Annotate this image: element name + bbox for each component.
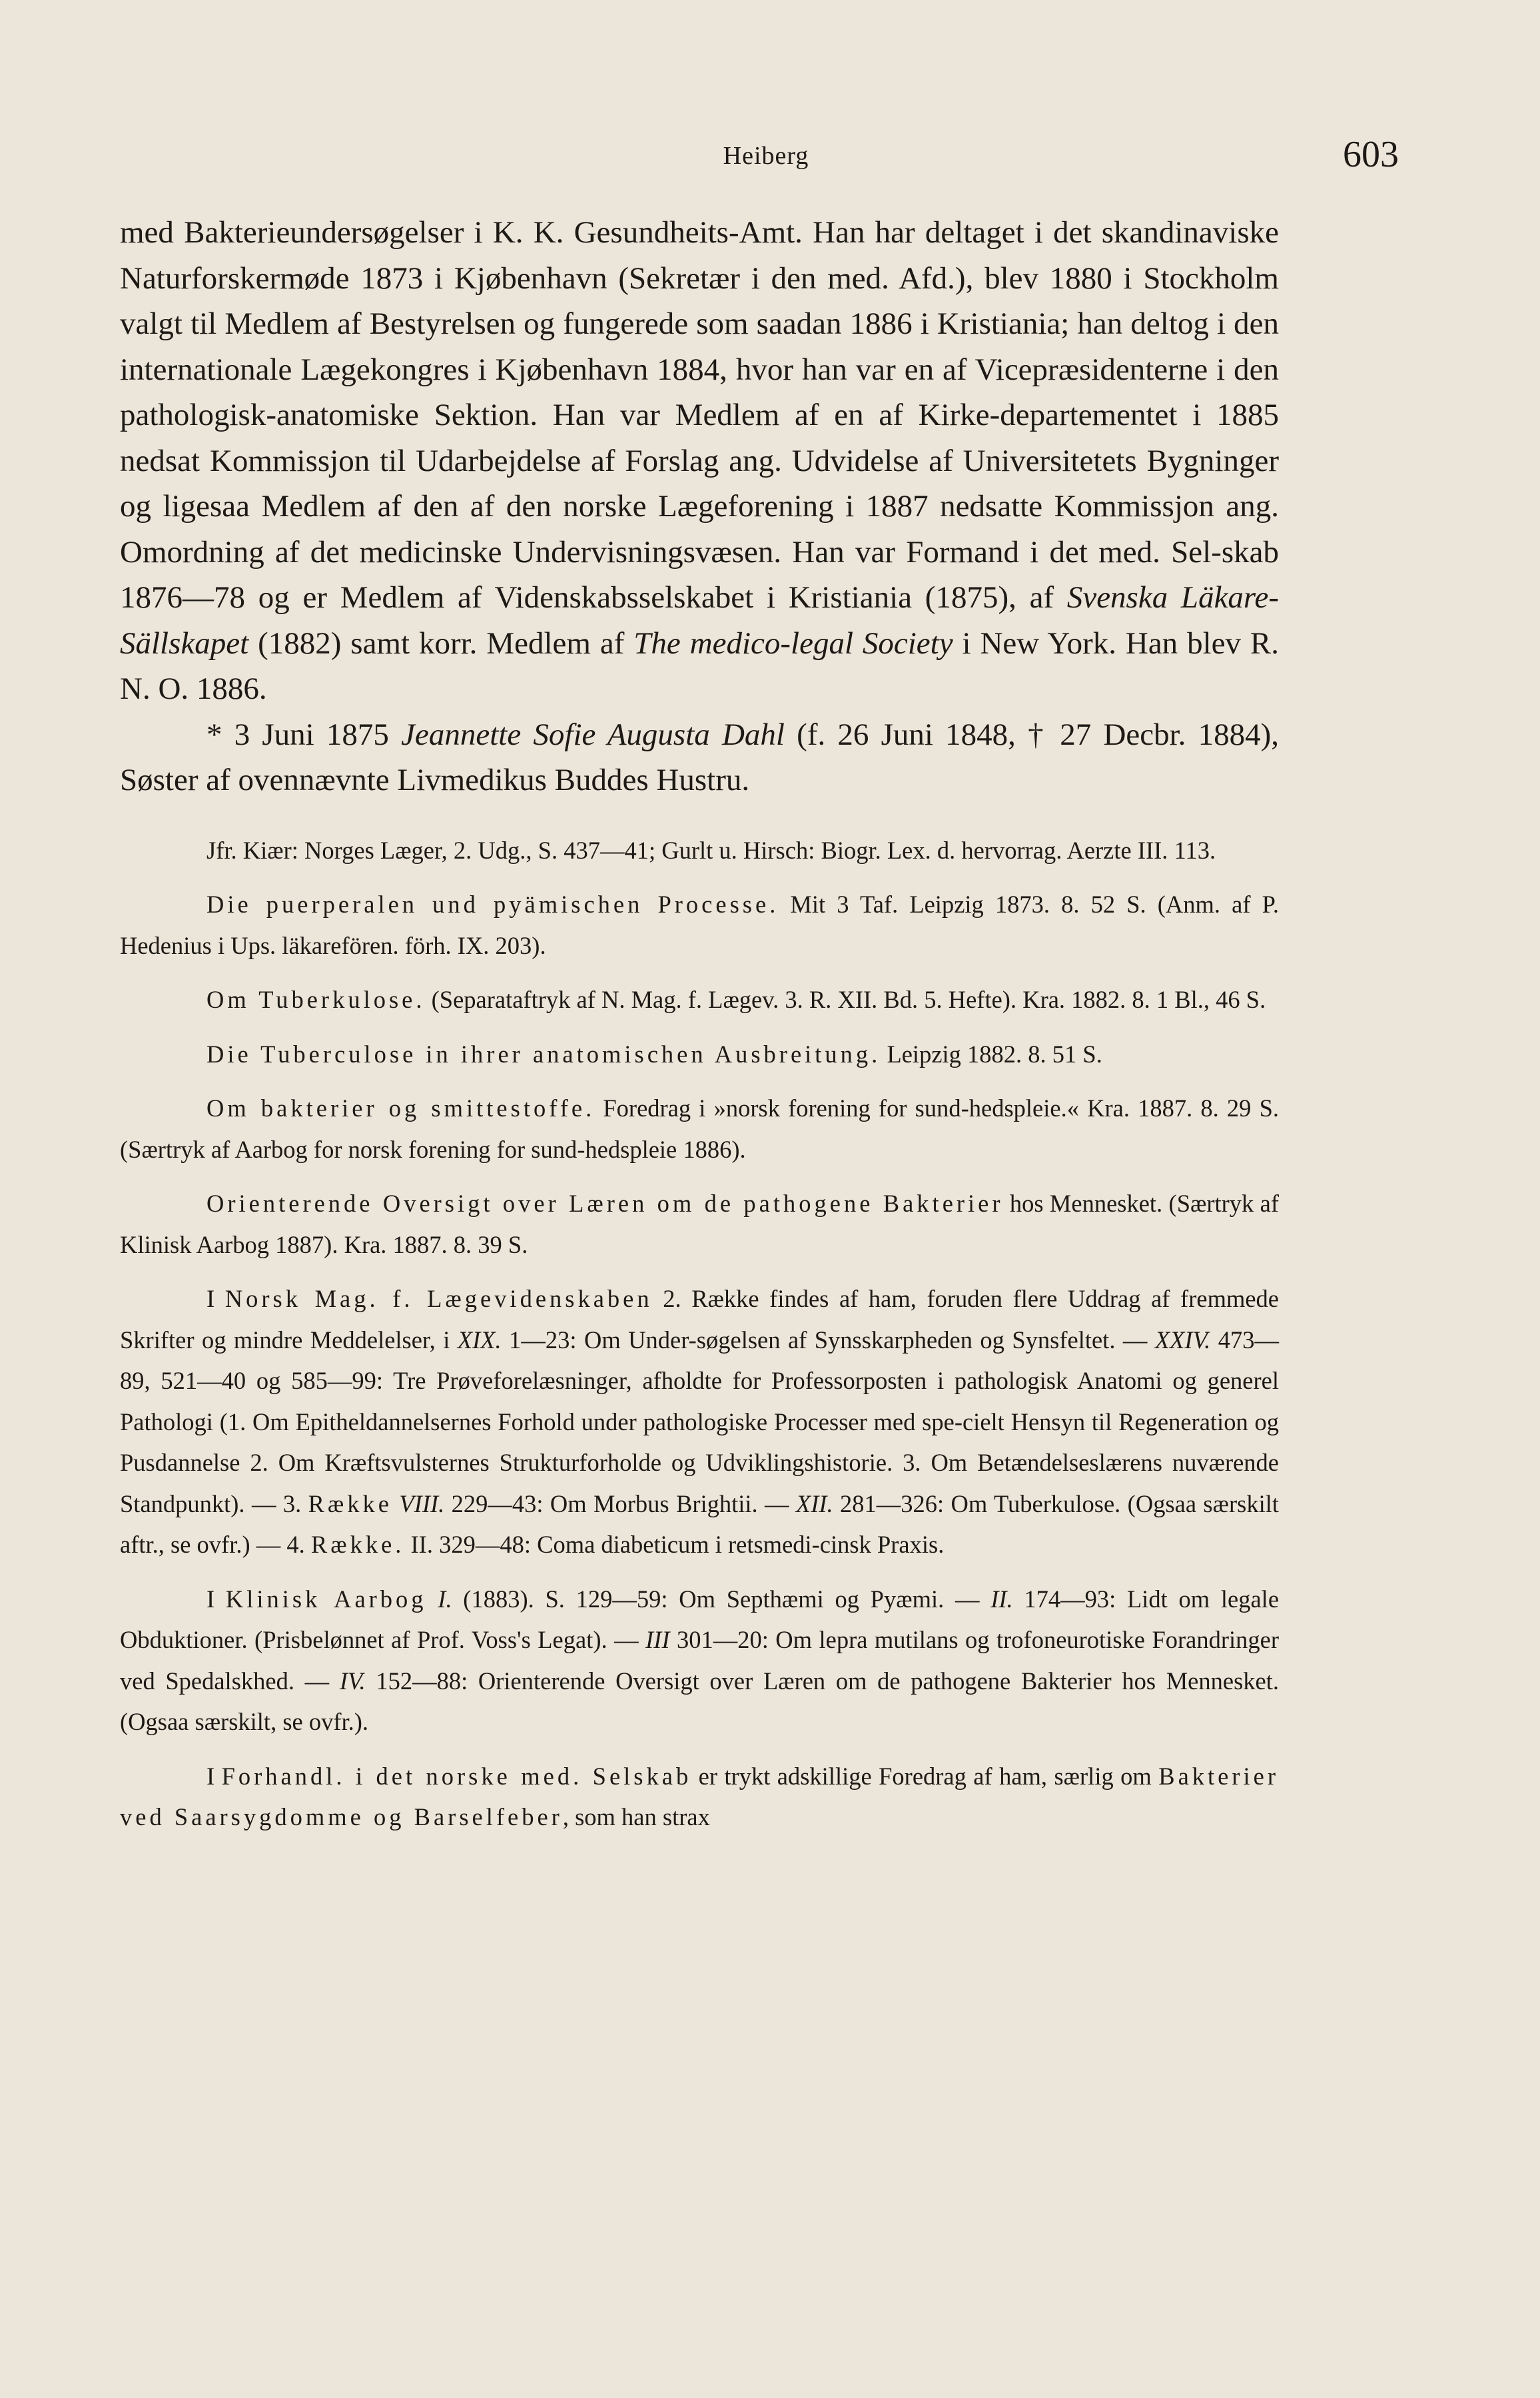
text-run: er trykt adskillige Foredrag af ham, særlig om <box>691 1762 1159 1790</box>
page-header <box>120 133 1412 187</box>
text-run: (f. 26 Juni 1848, † 27 Decbr. 1884), Søster af ovennævnte Livmedikus Buddes Hustru. <box>120 717 1280 797</box>
entry-title-spaced: Die Tuberculose in ihrer anatomischen Ausbreitung. <box>206 1040 881 1068</box>
text-run: i New York. Han blev R. N. O. 1886. <box>120 625 1279 706</box>
text-run: 301—20: Om lepra mutilans og trofoneurotiske Forandringer ved Spedalskhed. — <box>120 1626 1279 1695</box>
entry-title-spaced: Die puerperalen und pyämischen Processe. <box>206 891 779 918</box>
text-run: Leipzig 1882. 8. 51 S. <box>881 1040 1102 1068</box>
volume-italic: I. <box>438 1585 452 1613</box>
text-run <box>392 1490 399 1517</box>
text-run: 281—326: Om Tuberkulose. (Ogsaa særskilt aftr., se ovfr.) — 4. <box>120 1489 1280 1558</box>
text-run: med Bakterieundersøgelser i K. K. Gesundheits-Amt. Han har deltaget i det skandinaviske Naturforskermøde 1873 i Kjøbenhavn (Sekretær i den med. Afd.), blev 1880 i Stockholm valgt til Medlem af Bestyrelsen og fungerede som saadan 1886 i Kristiania; han deltog i den internationale Lægekongres i Kjøbenhavn 1884, hvor han var en af Vicepræsidenterne i den pathologisk-anatomiske Sektion. Han var Medlem af en af Kirke-departementet i 1885 nedsat Kommissjon til Udarbejdelse af Forslag ang. Udvidelse af Universitetets Bygninger og ligesaa Medlem af den af den norske Lægeforening i 1887 nedsatte Kommissjon ang. Omordning af det medicinske Undervisningsvæsen. Han var Formand i det med. Sel-skab 1876—78 og er Medlem af Videnskabsselskabet i Kristiania (1875), af <box>120 215 1279 615</box>
text-run <box>427 1585 438 1613</box>
text-run: 174—93: Lidt om legale Obduktioner. (Prisbelønnet af Prof. Voss's Legat). — <box>120 1585 1280 1653</box>
bibliography-entry <box>120 1034 1279 1075</box>
text-run: II. 329—48: Coma diabeticum i retsmedi-cinsk Praxis. <box>404 1531 945 1558</box>
text-run: 229—43: Om Morbus Brightii. — <box>444 1489 796 1517</box>
text-run: 1—23: Om Under-søgelsen af Synsskarpheden og Synsfeltet. — <box>501 1326 1155 1354</box>
bibliography-entry <box>120 1088 1279 1170</box>
marriage-paragraph <box>120 712 1279 803</box>
page-number: 603 <box>1343 134 1399 175</box>
bibliography-entry <box>120 979 1279 1020</box>
entry-title-spaced: Om bakterier og smittestoffe. <box>206 1094 595 1122</box>
topic-spaced: Bakterier ved Saarsygdomme og Barselfeber <box>120 1762 1280 1830</box>
journal-title-spaced: Forhandl. i det norske med. Selskab <box>221 1762 692 1790</box>
volume-italic: XII. <box>795 1489 833 1517</box>
text-run: 152—88: Orienterende Oversigt over Læren om de pathogene Bakterier hos Mennesket. (Ogsaa særskilt, se ovfr.). <box>120 1667 1280 1735</box>
series-spaced: Række <box>308 1489 392 1517</box>
text-run: Mit 3 Taf. Leipzig 1873. 8. 52 S. (Anm. af P. Hedenius i Ups. läkarefören. förh. IX. 203). <box>120 891 1279 959</box>
biography-paragraph <box>120 210 1279 712</box>
text-run: (1883). S. 129—59: Om Septhæmi og Pyæmi. — <box>452 1585 991 1613</box>
text-run: Foredrag i »norsk forening for sund-hedspleie.« Kra. 1887. 8. 29 S. (Særtryk af Aarbog for norsk forening for sund-hedspleie 1886). <box>120 1094 1280 1163</box>
text-run: I <box>206 1762 222 1790</box>
text-run: * 3 Juni 1875 <box>206 717 402 752</box>
volume-italic: II. <box>990 1585 1013 1613</box>
journal-entry-forhandlinger <box>120 1756 1279 1838</box>
text-run: hos Mennesket. (Særtryk af Klinisk Aarbog 1887). Kra. 1887. 8. 39 S. <box>120 1190 1279 1258</box>
text-run: (1882) samt korr. Medlem af <box>248 625 634 661</box>
volume-italic: III <box>645 1626 670 1653</box>
journal-entry-norsk-mag <box>120 1278 1279 1565</box>
bibliography <box>120 830 1279 1838</box>
text-run: 473—89, 521—40 og 585—99: Tre Prøveforelæsninger, afholdte for Professorposten i pathologisk Anatomi og generel Pathologi (1. Om Epitheldannelsernes Forhold under pathologiske Processer med spe-cielt Hensyn til Regeneration og Pusdannelse 2. Om Kræftsvulsternes Strukturforholde og Udviklingshistorie. 3. Om Betændelseslærens nuværende Standpunkt). — 3. <box>120 1326 1280 1517</box>
bibliography-entry <box>120 1183 1279 1265</box>
entry-title-spaced: Om Tuberkulose. <box>206 986 426 1013</box>
society-name-italic: Svenska Läkare-Sällskapet <box>120 580 1279 661</box>
entry-title-spaced: Orienterende Oversigt over Læren om de pathogene Bakterier <box>206 1190 1004 1217</box>
biography-text <box>120 210 1279 803</box>
volume-italic: XIX. <box>457 1326 502 1354</box>
text-run: I <box>206 1585 226 1613</box>
reference-sources: Jfr. Kiær: Norges Læger, 2. Udg., S. 437—41; Gurlt u. Hirsch: Biogr. Lex. d. hervorrag. Aerzte III. 113. <box>206 836 1216 864</box>
text-run: (Separataftryk af N. Mag. f. Lægev. 3. R. XII. Bd. 5. Hefte). Kra. 1882. 8. 1 Bl., 46 S. <box>425 986 1266 1013</box>
journal-title-spaced: Klinisk Aarbog <box>225 1585 427 1613</box>
text-run: I <box>206 1285 225 1312</box>
text-run: 2. Række findes af ham, foruden flere Uddrag af fremmede Skrifter og mindre Meddelelser, i <box>120 1285 1279 1354</box>
text-run: , som han strax <box>562 1803 710 1830</box>
volume-italic: IV. <box>339 1667 366 1695</box>
society-name-italic: The medico-legal Society <box>633 625 953 661</box>
series-spaced: Række. <box>310 1531 405 1558</box>
running-head: Heiberg <box>723 142 809 170</box>
spouse-name-italic: Jeannette Sofie Augusta Dahl <box>401 717 785 752</box>
bibliography-entry <box>120 884 1279 966</box>
page-body <box>120 210 1279 1851</box>
volume-italic: XXIV. <box>1154 1326 1211 1354</box>
journal-entry-klinisk-aarbog <box>120 1579 1279 1743</box>
journal-title-spaced: Norsk Mag. f. Lægevidenskaben <box>224 1285 653 1312</box>
volume-italic: VIII. <box>399 1489 445 1517</box>
